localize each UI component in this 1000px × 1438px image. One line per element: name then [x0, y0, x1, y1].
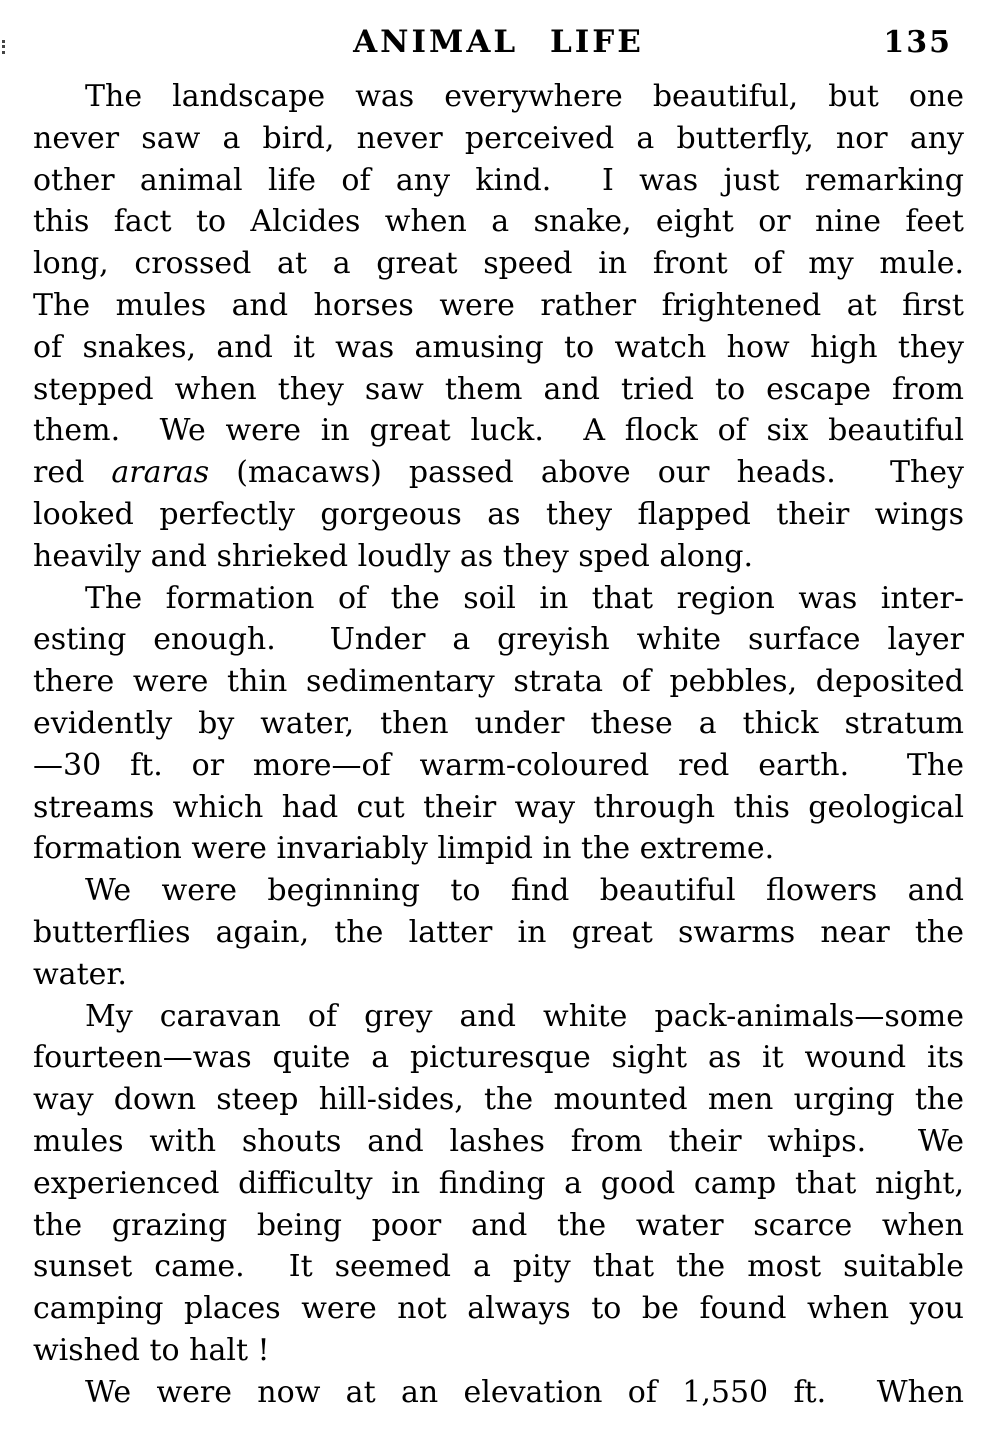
- text-line: there were thin sedimentary strata of pebbles, deposited: [33, 664, 964, 700]
- text-line: The formation of the soil in that region was inter-: [85, 580, 964, 616]
- page-header: [33, 24, 964, 68]
- paragraph: [33, 76, 964, 578]
- text-line: The mules and horses were rather frightened at first: [33, 287, 964, 323]
- text-line: experienced difficulty in finding a good camp that night,: [33, 1165, 964, 1201]
- page-number: 135: [883, 25, 952, 60]
- italic-text: araras: [111, 455, 210, 491]
- text-line: water.: [33, 956, 127, 992]
- text-line: wished to halt !: [33, 1332, 270, 1368]
- text-line: other animal life of any kind. I was just remarking: [33, 162, 964, 198]
- paragraph: [33, 578, 964, 871]
- text-segment: (macaws) passed above our heads. They: [209, 455, 964, 491]
- text-line: camping places were not always to be found when you: [33, 1291, 964, 1327]
- page-title: ANIMAL LIFE: [353, 24, 644, 60]
- text-line: My caravan of grey and white pack-animals—some: [85, 998, 964, 1034]
- scan-artifact-speck: [2, 40, 8, 54]
- text-line: them. We were in great luck. A flock of six beautiful: [33, 413, 964, 449]
- text-line: —30 ft. or more—of warm-coloured red earth. The: [33, 747, 964, 783]
- text-line: formation were invariably limpid in the extreme.: [33, 831, 775, 867]
- paragraph: [33, 870, 964, 995]
- page-body: [33, 76, 964, 1414]
- text-line: evidently by water, then under these a thick stratum: [33, 705, 964, 741]
- text-segment: red: [33, 455, 112, 491]
- text-line: The landscape was everywhere beautiful, but one: [85, 79, 964, 114]
- paragraph: [33, 1372, 964, 1414]
- text-line: sunset came. It seemed a pity that the most suitable: [33, 1249, 964, 1285]
- text-line: the grazing being poor and the water scarce when: [33, 1207, 964, 1243]
- text-line: mules with shouts and lashes from their whips. We: [33, 1123, 964, 1159]
- text-line: never saw a bird, never perceived a butterfly, nor any: [33, 120, 964, 156]
- text-line: of snakes, and it was amusing to watch how high they: [33, 329, 964, 365]
- text-line: way down steep hill-sides, the mounted men urging the: [33, 1082, 964, 1118]
- text-line: We were now at an elevation of 1,550 ft. When: [85, 1374, 964, 1410]
- text-line: We were beginning to find beautiful flowers and: [85, 873, 964, 909]
- text-line: fourteen—was quite a picturesque sight as it wound its: [33, 1040, 964, 1076]
- text-line: heavily and shrieked loudly as they sped along.: [33, 538, 753, 574]
- text-line: stepped when they saw them and tried to escape from: [33, 371, 964, 407]
- text-line: streams which had cut their way through this geological: [33, 789, 964, 825]
- paragraph: [33, 996, 964, 1372]
- text-line: long, crossed at a great speed in front of my mule.: [33, 246, 964, 282]
- text-line: butterflies again, the latter in great swarms near the: [33, 914, 964, 950]
- text-line: [33, 452, 964, 494]
- text-line: esting enough. Under a greyish white surface layer: [33, 622, 964, 658]
- text-line: this fact to Alcides when a snake, eight or nine feet: [33, 204, 964, 240]
- text-line: looked perfectly gorgeous as they flapped their wings: [33, 496, 964, 532]
